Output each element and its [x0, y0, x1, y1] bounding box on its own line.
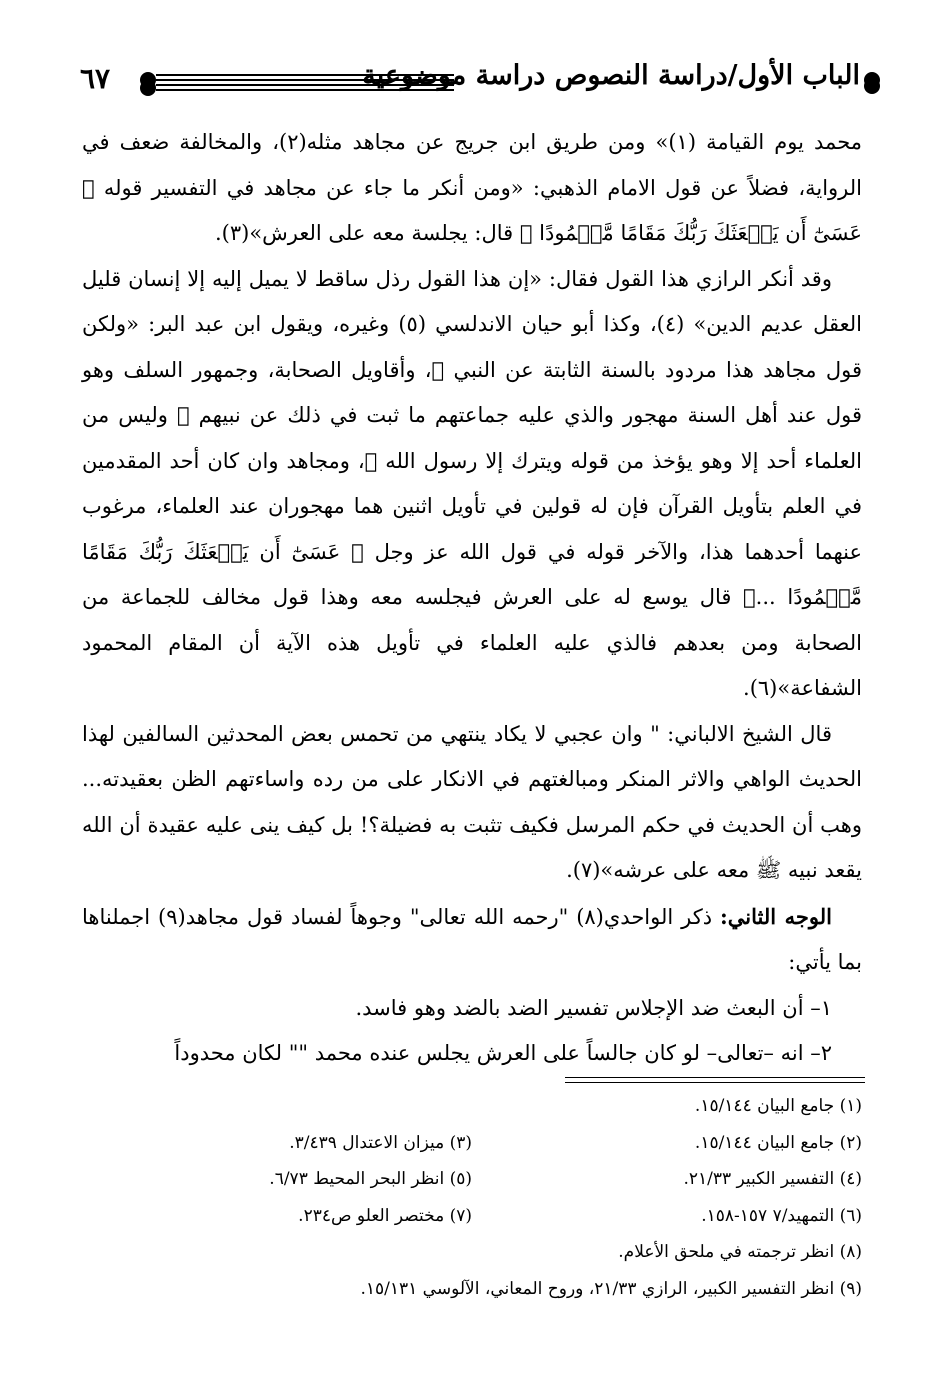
footnote: (٥) انظر البحر المحيط ٦/٧٣. [269, 1169, 472, 1189]
footnote: (٢) جامع البيان ١٥/١٤٤. [694, 1132, 862, 1153]
footnote: (٣) ميزان الاعتدال ٣/٤٣٩. [289, 1132, 472, 1153]
ornament-dot [140, 80, 156, 96]
footnote: (٦) التمهيد/٧ ١٥٧-١٥٨. [701, 1205, 862, 1226]
footnote: (٧) مختصر العلو ص٢٣٤. [298, 1205, 472, 1226]
footnote-separator [565, 1077, 865, 1083]
section-lead: الوجه الثاني: [720, 903, 832, 929]
footnote: (١) جامع البيان ١٥/١٤٤. [694, 1096, 862, 1116]
footnote: (٤) التفسير الكبير ٢١/٣٣. [683, 1169, 862, 1189]
list-item: ١– أن البعث ضد الإجلاس تفسير الضد بالضد وهو فاسد. [355, 995, 832, 1020]
list-item: ٢– انه –تعالى– لو كان جالساً على العرش يجلس عنده محمد "" لكان محدوداً [174, 1041, 832, 1065]
ornament-dot [864, 78, 880, 94]
paragraph-text: ذكر الواحدي(٨) "رحمه الله تعالى" وجوهاً لفساد قول مجاهد(٩) اجملناها بما يأتي: [82, 904, 862, 974]
paragraph [82, 894, 862, 986]
footnote: (٩) انظر التفسير الكبير، الرازي ٢١/٣٣، وروح المعاني، الآلوسي ١٥/١٣١. [360, 1278, 862, 1299]
chapter-title: الباب الأول/دراسة النصوص دراسة موضوعية [362, 60, 860, 91]
main-text [82, 120, 862, 1077]
footnote: (٨) انظر ترجمته في ملحق الأعلام. [618, 1242, 862, 1262]
running-header [80, 58, 880, 104]
footnotes [82, 1088, 862, 1307]
paragraph: محمد يوم القيامة (١)» ومن طريق ابن جريج عن مجاهد مثله(٢)، والمخالفة ضعف في الرواية، فضلاً عن قول الامام الذهبي: «ومن أنكر ما جاء عن مجاهد في التفسير قوله ﴿ عَسَىٰٓ أَن يَبۡعَثَكَ رَبُّكَ مَقَامًا مَّحۡمُودًا ﴾ قال: يجلسة معه على العرش»(٣). [82, 130, 862, 245]
paragraph: وقد أنكر الرازي هذا القول فقال: «إن هذا القول رذل ساقط لا يميل إليه إلا إنسان قليل العقل عديم الدين» (٤)، وكذا أبو حيان الاندلسي (٥) وغيره، ويقول ابن عبد البر: «ولكن قول مجاهد هذا مردود بالسنة الثابتة عن النبي ﷺ، وأقاويل الصحابة، وجمهور السلف وهو قول عند أهل السنة مهجور والذي عليه جماعتهم ما ثبت في ذلك عن نبيهم ﷺ وليس من العلماء أحد إلا وهو يؤخذ من قوله ويترك إلا رسول الله ﷺ، ومجاهد وان كان أحد المقدمين في العلم بتأويل القرآن فإن له قولين في تأويل اثنين هما مهجوران عند العلماء، مرغوب عنهما أحدهما هذا، والآخر قوله في قول الله عز وجل ﴿ عَسَىٰٓ أَن يَبۡعَثَكَ رَبُّكَ مَقَامًا مَّحۡمُودًا ...﴾ قال يوسع له على العرش فيجلسه معه وهذا قول مخالف للجماعة من الصحابة ومن بعدهم فالذي عليه العلماء في تأويل هذه الآية أن المقام المحمود الشفاعة»(٦). [82, 266, 862, 700]
paragraph: قال الشيخ الالباني: " وان عجبي لا يكاد ينتهي من تحمس بعض المحدثين السالفين لهذا الحديث الواهي والاثر المنكر ومبالغتهم في الانكار على من رده واساءتهم الظن بعقيدته... وهب أن الحديث في حكم المرسل فكيف تثبت به فضيلة؟! بل كيف ينى عليه عقيدة أن الله يقعد نبيه ﷺ معه على عرشه»(٧). [82, 721, 862, 882]
header-ornament-rule [862, 72, 880, 92]
page-number: ٦٧ [80, 62, 111, 95]
